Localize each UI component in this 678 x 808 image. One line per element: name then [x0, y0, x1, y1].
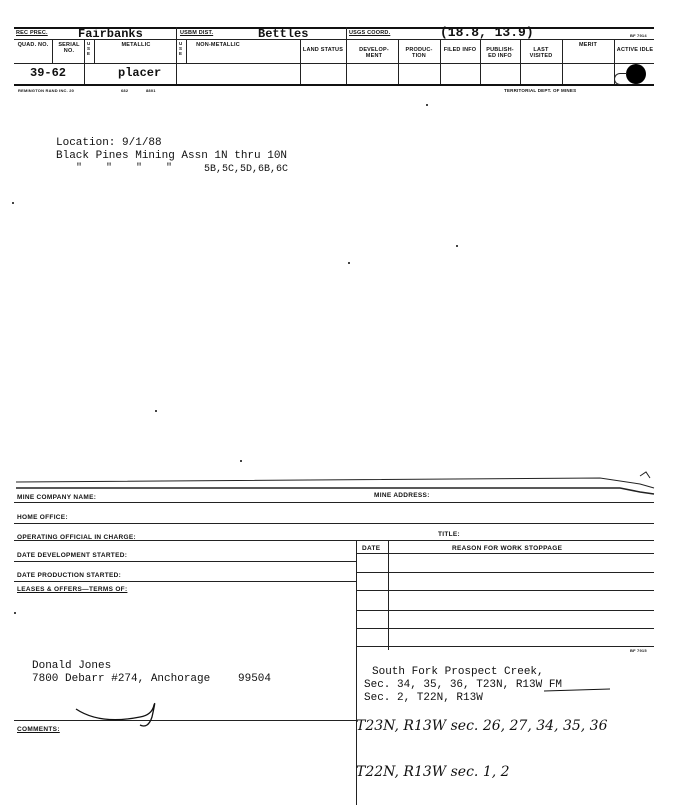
association-sections: 5B,5C,5D,6B,6C [204, 164, 289, 175]
col-merit: MERIT [578, 42, 598, 48]
usgs-coord-label: USGS COORD. [349, 30, 391, 36]
col-last-visited: LAST VISITED [529, 47, 553, 59]
col-land-status: LAND STATUS [302, 47, 344, 53]
date-production-label: DATE PRODUCTION STARTED: [17, 572, 122, 579]
speck [456, 245, 458, 247]
rec-prec-value: Fairbanks [78, 27, 143, 41]
location-sections-2: Sec. 2, T22N, R13W [364, 692, 483, 704]
rec-prec-label: REC PREC. [16, 30, 48, 36]
print-code-1: 682 [121, 88, 129, 93]
usbm-dist-label: USBM DIST. [180, 30, 214, 36]
association-line: Black Pines Mining Assn 1N thru 10N [56, 150, 288, 162]
location-creek: South Fork Prospect Creek, [372, 666, 544, 678]
print-code-2: 8801 [146, 88, 156, 93]
speck [14, 612, 16, 614]
col-quad-no: QUAD. NO. [17, 42, 49, 48]
usgs-coord-value: (18.8, 13.9) [440, 25, 534, 40]
col-published-info: PUBLISH- ED INFO [486, 47, 514, 59]
quad-serial-value: 39-62 [30, 66, 67, 80]
speck [155, 410, 157, 412]
speck [426, 104, 428, 106]
department-name: TERRITORIAL DEPT. OF MINES [504, 88, 577, 93]
printer-credit: REMINGTON RAND INC. 20 [18, 88, 75, 93]
col-metallic: METALLIC [121, 42, 151, 48]
leases-label: LEASES & OFFERS—TERMS OF: [17, 586, 128, 593]
col-development: DEVELOP- MENT [359, 47, 389, 59]
pen-scribble [70, 695, 170, 735]
underline-mark [540, 688, 620, 694]
speck [12, 202, 14, 204]
mine-company-label: MINE COMPANY NAME: [17, 494, 97, 501]
owner-address: 7800 Debarr #274, Anchorage [32, 673, 211, 685]
date-development-label: DATE DEVELOPMENT STARTED: [17, 552, 128, 559]
date-column-header: DATE [362, 545, 381, 552]
speck [348, 262, 350, 264]
col-non-metallic: NON-METALLIC [196, 42, 240, 48]
ditto-marks: " " " " [76, 163, 173, 174]
operating-official-label: OPERATING OFFICIAL IN CHARGE: [17, 534, 136, 541]
reason-column-header: REASON FOR WORK STOPPAGE [452, 545, 563, 552]
home-office-label: HOME OFFICE: [17, 514, 68, 521]
form-number-2: BF 7915 [630, 648, 647, 653]
title-label: TITLE: [438, 531, 461, 538]
owner-name: Donald Jones [32, 660, 112, 672]
location-date: Location: 9/1/88 [56, 137, 162, 149]
col-active-idle: ACTIVE IDLE [616, 47, 654, 53]
handwritten-sections-2: T22N, R13W sec. 1, 2 [356, 764, 510, 780]
metallic-value: placer [118, 66, 162, 80]
form-number: BF 7914 [630, 33, 647, 38]
comments-label: COMMENTS: [17, 726, 60, 733]
card-edge [0, 470, 678, 500]
handwritten-sections-1: T23N, R13W sec. 26, 27, 34, 35, 36 [356, 718, 608, 734]
col-production: PRODUC- TION [405, 47, 433, 59]
speck [240, 460, 242, 462]
col-use-2: U S E [179, 41, 183, 56]
active-status-dot [626, 64, 646, 84]
usbm-dist-value: Bettles [258, 27, 309, 41]
owner-zip: 99504 [238, 673, 272, 685]
location-sections-1: Sec. 34, 35, 36, T23N, R13W FM [364, 679, 563, 691]
idle-mark [614, 73, 627, 85]
col-filed-info: FILED INFO [443, 47, 477, 53]
col-use: U S E [87, 41, 91, 56]
col-serial-no: SERIAL NO. [58, 42, 80, 54]
mine-address-label: MINE ADDRESS: [374, 492, 430, 499]
